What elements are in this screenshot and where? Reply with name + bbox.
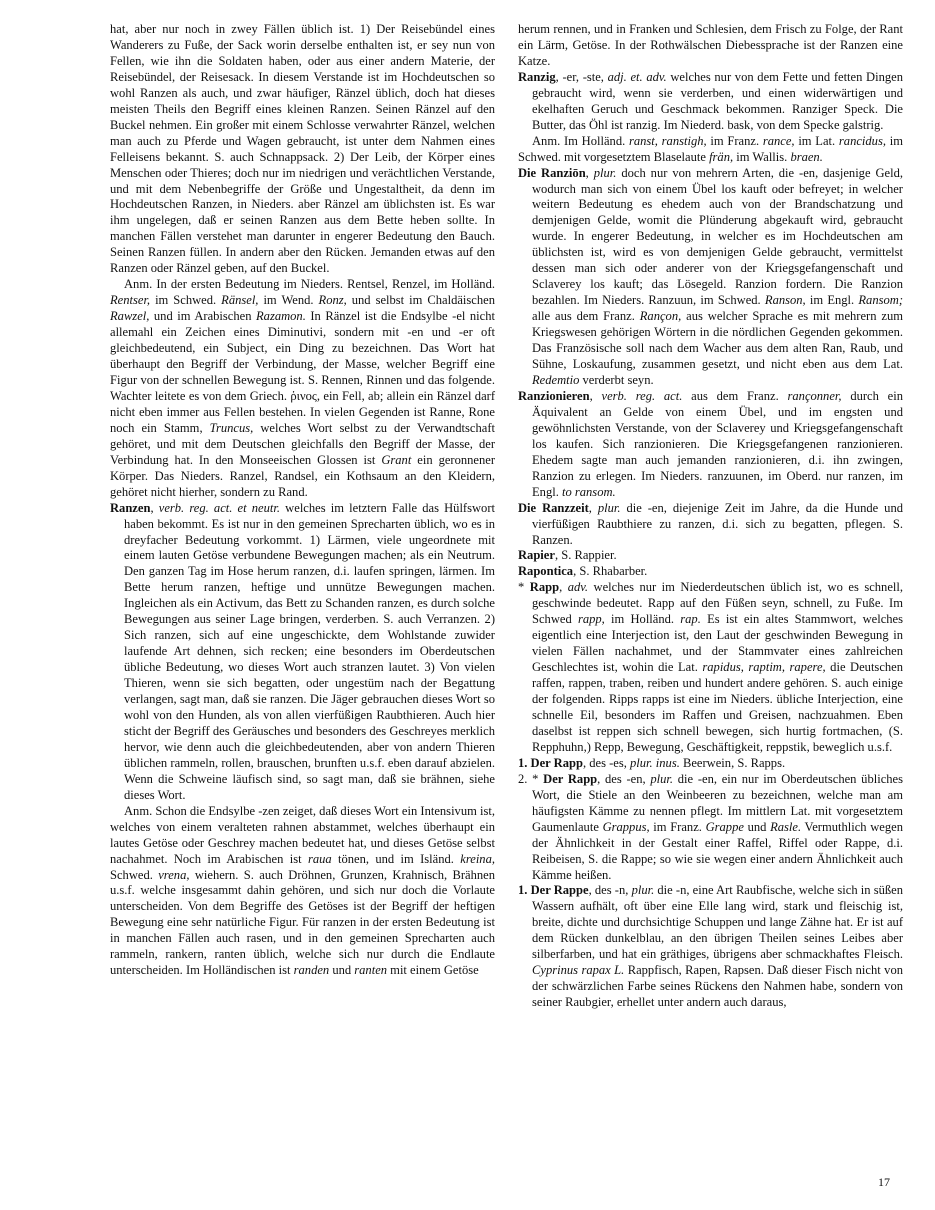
dictionary-entry: 1. Der Rappe, des -n, plur. die -n, eine Art Raubfische, welche sich in süßen Wassern aufhält, oft über eine Elle lang wird, stark und fleischig ist, breite, dichte und durchsichtige Schuppen und lange Zähne hat. Er ist auf dem Rücken dunkelblau, an den übrigen Theilen seines Leibes aber silberfarben, und hat ein gräthiges, übrigens aber schmackhaftes Fleisch. Cyprinus rapax L. Rappfisch, Rapen, Rapsen. Daß dieser Fisch nicht von der schwärzlichen Farbe seines Rückens den Nahmen habe, sondern von seiner Raubgier, erhellet unter andern auch daraus, [518, 883, 904, 1010]
dictionary-page [110, 22, 910, 1172]
entry-continuation: hat, aber nur noch in zwey Fällen üblich ist. 1) Der Reisebündel eines Wanderers zu Fuße, der Sack worin derselbe enthalten ist, er sey nun von Fellen, wie ihn die Soldaten haben, oder aus einer andern Materie, der Reisebündel, der Reisesack. In diesem Verstande ist im Hochdeutschen so wohl Ranzen als auch, und zwar häufiger, Ränzel üblich, doch hat dieses meisten Theils den Begriff eines kleinen Ranzen. Seinen Ränzel auf den Buckel nehmen. Ein großer mit einem Schlosse verwahrter Ränzel, welchen man auch zu Pferde und Wagen gebraucht, ist unter dem Nahmen eines Felleisens bekannt. S. auch Schnappsack. 2) Der Leib, der Körper eines Menschen oder Thieres; doch nur im niedrigen und verächtlichen Verstande, und mit dem Nebenbegriffe der Größe und Ungestaltheit, da denn im Hochdeutschen Ranzen, in Nieders. aber Ränzel am üblichsten ist. Es war ihm ungelegen, daß er seinen Ranzen aus dem Bette heben sollte. In manchen Fällen verstehet man darunter in engerer Bedeutung den Bauch. Seinen Ranzen füllen. In andern aber den Rücken. Jemanden etwas auf den Ranzen oder Ränzel geben, auf den Buckel. [110, 22, 495, 276]
entry-continuation: herum rennen, und in Franken und Schlesien, dem Frisch zu Folge, der Rant ein Lärm, Getöse. In der Rothwälschen Diebessprache ist der Ranzen eine Katze. [518, 22, 903, 68]
left-column [110, 22, 495, 979]
dictionary-entry: * Rapp, adv. welches nur im Niederdeutschen üblich ist, wo es schnell, geschwinde bedeutet. Rapp auf den Füßen seyn, schnell, zu Fuße. Im Schwed rapp, im Holländ. rap. Es ist ein altes Stammwort, welches eigentlich eine Interjection ist, den Laut der geschwinden Bewegung in vielen Fällen nachahmet, und der Stammvater eines zahlreichen Geschlechtes ist, wohin die Lat. rapidus, raptim, rapere, die Deutschen raffen, rappen, traben, reiben und hundert andere gehören. S. auch einige der folgenden. Ripps rapps ist eine im Nieders. übliche Interjection, eine schnelle Eil, besonders im Raffen und Greisen, nachzuahmen. Eben daselbst ist reppen sich schnell bewegen, sich hurtig fortmachen, (S. Repphuhn,) Repp, Bewegung, Geschäftigkeit, reppstik, beweglich u.s.f. [518, 580, 903, 754]
entry-note: Anm. Im Holländ. ranst, ranstigh, im Franz. rance, im Lat. rancidus, im Schwed. mit vorgesetztem Blaselaute frän, im Wallis. braen. [518, 133, 903, 164]
dictionary-entry: Die Ranziōn, plur. doch nur von mehrern Arten, die -en, dasjenige Geld, wodurch man sich von einem Übel los kauft oder befreyet; in welcher weitern Bedeutung es ehedem auch von der Brandschatzung und demjenigen Gelde, womit die Plünderung abgekauft wird, gebraucht wurde. In engerer Bedeutung, in welcher es im Hochdeutschen am üblichsten ist, wird es von demjenigen Gelde gebraucht, vermittelst dessen man sich oder anderer von der Kriegsgefangenschaft und Sclaverey los kauft; das Lösegeld. Ranzion fordern. Die Ranzion bezahlen. Im Nieders. Ranzuun, im Schwed. Ranson, im Engl. Ransom; alle aus dem Franz. Rançon, aus welcher Sprache es mit mehrern zum Kriegswesen gehörigen Wörtern in die nördlichen Gegenden gekommen. Das Französische soll nach dem Wacher aus dem alten Ran, Raub, und Sühne, Loskaufung, zusammen gesetzt, und nicht eben aus dem Lat. Redemtio verderbt seyn. [518, 165, 903, 387]
entry-note: Anm. In der ersten Bedeutung im Nieders. Rentsel, Renzel, im Holländ. Rentser, im Schwed. Ränsel, im Wend. Ronz, und selbst im Chaldäischen Rawzel, und im Arabischen Razamon. In Ränzel ist die Endsylbe -el nicht allemahl ein Zeichen eines Diminutivi, sondern mit -en und -er oft gleichbedeutend, ein Subject, ein Ding zu bezeichnen. Das Wort hat überhaupt den Begriff der Verbindung, der Masse, welcher Begriff eine Figur von der schnellen Bewegung ist. S. Rennen, Rinnen und das folgende. Wachter leitete es von dem Griech. ῥινος, ein Fell, ab; allein ein Ränzel darf nicht eben immer aus Fellen bestehen. In vielen Gegenden ist Ranne, Rone noch ein Stamm, Truncus, welches Wort selbst zu der Verwandtschaft gehöret, und mit dem Deutschen gleichfalls den Begriff der Masse, der Verbindung hat. In den Monseeischen Glossen ist Grant ein geronnener Körper. Das Nieders. Ranzel, Randsel, ein Kothsaum an den Kleidern, gehöret nicht hierher, sondern zu Rand. [110, 277, 495, 499]
dictionary-entry: 1. Der Rapp, des -es, plur. inus. Beerwein, S. Rapps. [518, 755, 786, 770]
dictionary-entry: Ranzig, -er, -ste, adj. et. adv. welches nur von dem Fette und fetten Dingen gebraucht wird, wenn sie verderben, und einen widerwärtigen und ekelhaften Geruch und Geschmack bekommen. Ranziger Speck. Die Butter, das Öhl ist ranzig. Im Niederd. bask, von dem Specke galstrig. [518, 69, 903, 132]
right-column [518, 22, 903, 1011]
dictionary-entry: Die Ranzzeit, plur. die -en, diejenige Zeit im Jahre, da die Hunde und vierfüßigen Raubthiere zu ranzen, d.i. sich zu begatten, pflegen. S. Ranzen. [518, 500, 903, 547]
page-number: 17 [878, 1175, 890, 1189]
dictionary-entry: Ranzionieren, verb. reg. act. aus dem Franz. rançonner, durch ein Äquivalent an Gelde von einem Übel, und im engsten und gewöhnlichsten Verstande, von der Sclaverey und Kriegsgefangenschaft los kaufen. Sich ranzionieren. Die Kriegsgefangenen ranzionieren. Ehedem sagte man auch jemanden ranzionieren, d.i. ihn zwingen, Ranzion zu erlegen. Im Nieders. ranzuunen, im Oberd. nur ranzen, im Engl. to ransom. [518, 388, 904, 499]
dictionary-entry: 2. * Der Rapp, des -en, plur. die -en, ein nur im Oberdeutschen übliches Wort, die Stiele an den Weinbeeren zu bezeichnen, welche man am häufigsten Kämme zu nennen pflegt. Im mittlern Lat. mit vorgesetztem Gaumenlaute Grappus, im Franz. Grappe und Rasle. Vermuthlich wegen der Ähnlichkeit in der Gestalt einer Raffel, Riffel oder Rappe, d.i. Reibeisen, S. die Rappe; so wie sie wegen einer andern Ähnlichkeit auch Kämme heißen. [518, 771, 903, 882]
dictionary-entry: Ranzen, verb. reg. act. et neutr. welches im letztern Falle das Hülfswort haben bekommt. Es ist nur in den gemeinen Sprecharten üblich, wo es in dreyfacher Bedeutung vorkommt. 1) Lärmen, viele ungeordnete mit einem lauten Getöse verbundene Bewegungen machen; als ein Neutrum. Den ganzen Tag im Hose herum ranzen, d.i. laufen springen, lärmen. Im Bette herum ranzen, heftige und unnütze Bewegungen machen. Ingleichen als ein Activum, das Bett zu Schanden ranzen, es durch solche Bewegungen aus seiner Lage bringen, verderben. S. auch Verranzen. 2) Sich ranzen, sich auf eine ungeschickte, dem Wohlstande zuwider laufende Art dehnen, sich recken; eine besonders im Oberdeutschen übliche Bedeutung, wo dieses Wort auch stranzen lautet. 3) Von vielen Thieren, wenn sie sich begatten, oder ungestüm nach der Begattung verlangen, sagt man, daß sie ranzen. Die Jäger gebrauchen dieses Wort so wohl von den Hunden, als von allen vierfüßigen Raubthieren. Auch hier sticht der Begriff des Geräusches und besonders des Geschreyes merklich hervor, wie denn auch die gleichbedeutenden, aber von andern Thieren üblichen rammeln, rollen, brauschen, brunften u.s.f. eben darauf abzielen. Wenn die Schweine läufisch sind, so sagt man, daß sie brähnen, siehe dieses Wort. [110, 500, 495, 802]
entry-note: Anm. Schon die Endsylbe -zen zeiget, daß dieses Wort ein Intensivum ist, welches von einem veralteten rahnen abstammet, welches überhaupt ein lautes Getöse oder Geschrey machen bedeutet hat, und dieses Getöse selbst nachahmet. Noch im Arabischen ist raua tönen, und im Isländ. kreina, Schwed. vrena, wiehern. S. auch Dröhnen, Grunzen, Krahnisch, Brähnen u.s.f. welche insgesammt dahin gehören, und sich nur doch die Vorlaute unterscheiden. Von dem Begriffe des Getöses ist der Begriff der heftigen Bewegung eine sehr natürliche Figur. Für ranzen in der ersten Bedeutung ist in manchen Fällen auch rasen, und in den gemeinen Sprecharten auch rammeln, rankern, ranten üblich, welche sich nur durch die Endlaute unterscheiden. Im Holländischen ist randen und ranten mit einem Getöse [110, 803, 495, 978]
dictionary-entry: Rapier, S. Rappier. [518, 548, 617, 563]
dictionary-entry: Rapontica, S. Rhabarber. [518, 564, 648, 579]
